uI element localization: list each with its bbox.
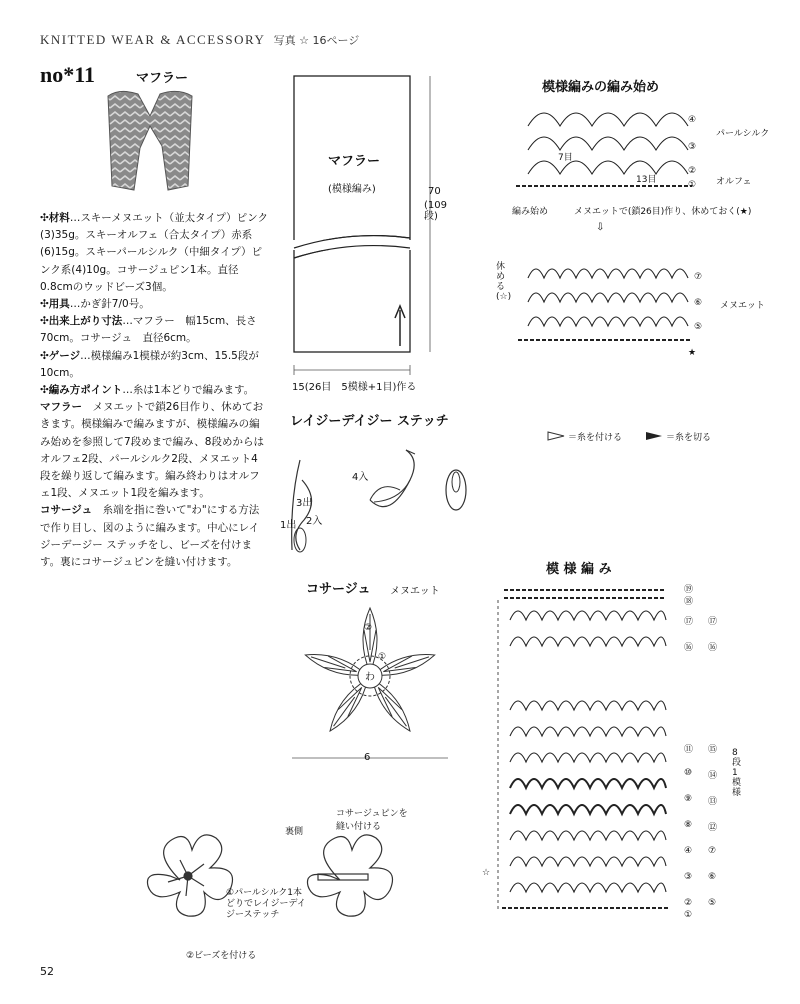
instruction-corsage: コサージュ 糸端を指に巻いて"わ"にする方法で作り目し、図のように編みます。中心にレイジーデージー ステッチをし、ビーズを付けます。裏にコサージュピンを縫い付けます。 bbox=[40, 504, 260, 569]
corsage-yarn: メヌエット bbox=[390, 586, 440, 597]
corsage-round-2: ② bbox=[364, 623, 373, 633]
start-row-4: ④ bbox=[688, 115, 697, 125]
pattern-row-ref-14: ⑭ bbox=[708, 771, 718, 781]
pattern-repeat-label: 8段1模様 bbox=[732, 748, 742, 798]
scarf-width-label: 15(26目 5模様+1目)作る bbox=[292, 382, 417, 393]
scarf-schematic bbox=[280, 70, 460, 400]
pattern-row-2: ② bbox=[684, 898, 693, 908]
instructions bbox=[40, 210, 268, 571]
corsage-round-1: ① bbox=[378, 652, 387, 662]
item-title: マフラー bbox=[136, 71, 189, 86]
pattern-row-1: ① bbox=[684, 910, 693, 920]
pattern-row-ref-13: ⑬ bbox=[708, 797, 718, 807]
photo-reference: 写真 ☆ 16ページ bbox=[273, 34, 360, 47]
scarf-schematic-label: マフラー bbox=[328, 154, 381, 169]
start-chart-top bbox=[506, 100, 706, 200]
pattern-row-ref-17: ⑰ bbox=[708, 617, 718, 627]
pattern-star: ☆ bbox=[482, 868, 491, 878]
corsage-size: 6 bbox=[364, 752, 371, 763]
pattern-row-ref-7: ⑦ bbox=[708, 846, 717, 856]
pattern-row-11: ⑪ bbox=[684, 745, 694, 755]
lazy-daisy-step-3: 3出 bbox=[296, 498, 313, 509]
lazy-daisy-step-2: 2入 bbox=[306, 516, 323, 527]
start-row-3: ③ bbox=[688, 142, 697, 152]
start-row-5: ⑤ bbox=[694, 322, 703, 332]
instruction-tools: ✣用具…かぎ針7/0号。 bbox=[40, 298, 150, 311]
instruction-gauge: ✣ゲージ…模様編み1模様が約3cm、15.5段が10cm。 bbox=[40, 349, 259, 379]
assembly-back-label: 裏側 bbox=[285, 827, 304, 837]
instruction-size: ✣出来上がり寸法…マフラー 幅15cm、長さ70cm。コサージュ 直径6cm。 bbox=[40, 315, 257, 345]
pattern-row-18: ⑱ bbox=[684, 597, 694, 607]
magazine-header bbox=[40, 32, 359, 48]
start-chain-note: メヌエットで(鎖26目)作り、休めておく(★) bbox=[574, 207, 752, 217]
start-row-1: ① bbox=[688, 180, 697, 190]
legend-attach: ＝糸を付ける bbox=[568, 433, 623, 443]
scarf-photo bbox=[90, 86, 210, 196]
cut-yarn-icon bbox=[644, 430, 664, 442]
scarf-length-label: 70 bbox=[428, 186, 441, 197]
pattern-row-9: ⑨ bbox=[684, 794, 693, 804]
start-row-6: ⑥ bbox=[694, 298, 703, 308]
page-number: 52 bbox=[40, 965, 54, 978]
start-row-2: ② bbox=[688, 166, 697, 176]
scarf-pattern-label: (模様編み) bbox=[328, 184, 376, 195]
pattern-row-8: ⑧ bbox=[684, 820, 693, 830]
scarf-rows-label: (109段) bbox=[424, 200, 447, 222]
start-count-7: 7目 bbox=[558, 153, 573, 163]
lazy-daisy-title: レイジーデイジー ステッチ bbox=[290, 414, 449, 429]
start-chart-title: 模様編みの編み始め bbox=[542, 80, 660, 95]
pattern-row-ref-16: ⑯ bbox=[708, 643, 718, 653]
start-yarn-menuet: メヌエット bbox=[720, 301, 765, 311]
instruction-materials: ✣材料…スキーメヌエット（並太タイプ）ピンク(3)35g。スキーオルフェ（合太タイプ）赤系(6)15g。スキーパールシルク（中細タイプ）ピンク系(4)10g。コサージュピン1本。直径0.8cmのウッドビーズ3個。 bbox=[40, 212, 268, 293]
pattern-row-10: ⑩ bbox=[684, 768, 693, 778]
start-count-13: 13目 bbox=[636, 175, 657, 185]
corsage-center-ring: わ bbox=[365, 672, 375, 683]
brand-title: KNITTED WEAR & ACCESSORY bbox=[40, 32, 265, 47]
pattern-row-ref-5: ⑤ bbox=[708, 898, 717, 908]
pattern-row-17: ⑰ bbox=[684, 617, 694, 627]
pattern-row-ref-15: ⑮ bbox=[708, 745, 718, 755]
lazy-daisy-step-4: 4入 bbox=[352, 472, 369, 483]
start-yarn-orfe: オルフェ bbox=[716, 177, 752, 187]
pattern-row-ref-6: ⑥ bbox=[708, 872, 717, 882]
assembly-pin-note: コサージュピンを縫い付ける bbox=[336, 809, 408, 832]
down-arrow: ⇩ bbox=[596, 222, 605, 233]
instruction-points: ✣編み方ポイント…糸は1本どりで編みます。 bbox=[40, 384, 255, 397]
pattern-chart bbox=[490, 580, 680, 920]
pattern-row-4: ④ bbox=[684, 846, 693, 856]
item-number: no*11 bbox=[40, 62, 96, 87]
start-star: ★ bbox=[688, 348, 697, 358]
pattern-row-3: ③ bbox=[684, 872, 693, 882]
attach-yarn-icon bbox=[546, 430, 566, 442]
corsage-chart bbox=[286, 600, 466, 770]
lazy-daisy-step-1: 1出 bbox=[280, 520, 297, 531]
pattern-row-ref-12: ⑫ bbox=[708, 823, 718, 833]
start-yarn-pearl: パールシルク bbox=[716, 129, 770, 139]
start-chart-bottom bbox=[506, 252, 706, 352]
start-note: 編み始め bbox=[512, 207, 549, 217]
instruction-scarf: マフラー メヌエットで鎖26目作り、休めておきます。模様編みで編みますが、模様編みの編み始めを参照して7段めまで編み、8段めからはオルフェ2段、パールシルク2段、メヌエット4段を繰り返して編みます。編み終わりはオルフェ1段、メヌエット1段を編みます。 bbox=[40, 401, 264, 500]
assembly-step-1: ①パールシルク1本どりでレイジーデイジーステッチ bbox=[226, 888, 306, 920]
pattern-chart-title: 模 様 編 み bbox=[546, 562, 612, 577]
start-row-7: ⑦ bbox=[694, 272, 703, 282]
pattern-row-16: ⑯ bbox=[684, 643, 694, 653]
legend-cut: ＝糸を切る bbox=[666, 433, 712, 443]
start-rest-note: 休める(☆) bbox=[496, 262, 512, 302]
pattern-row-19: ⑲ bbox=[684, 585, 694, 595]
corsage-title: コサージュ bbox=[306, 582, 371, 597]
assembly-step-2: ②ビーズを付ける bbox=[186, 951, 257, 961]
